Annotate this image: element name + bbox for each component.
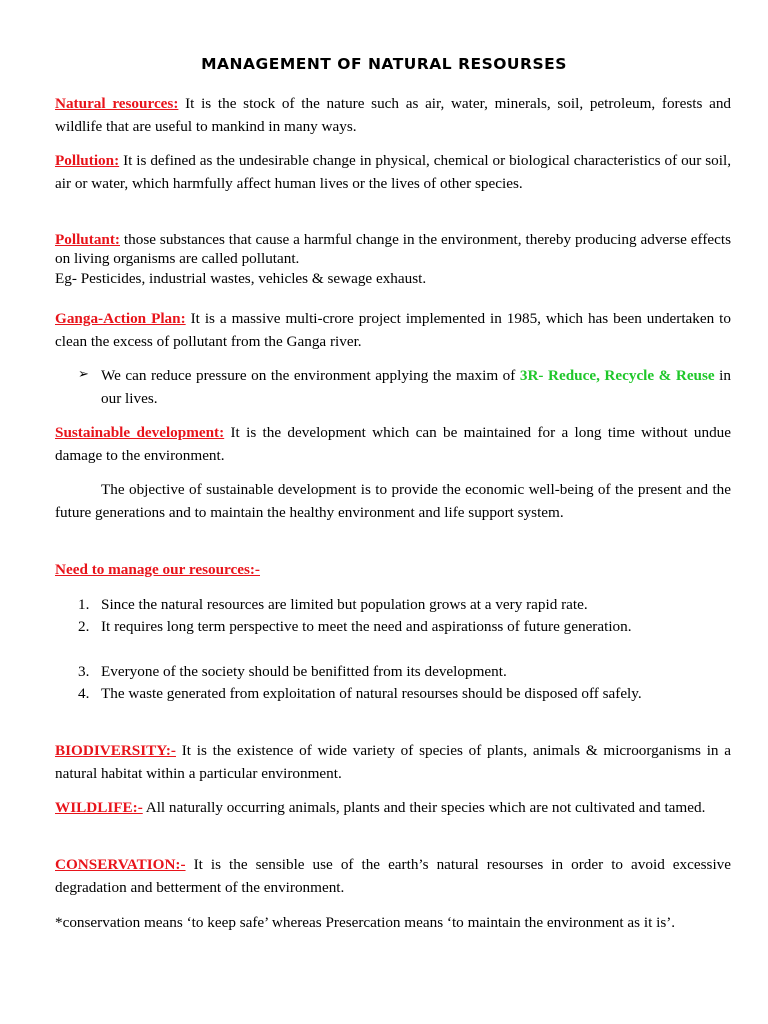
pollutant-term: Pollutant: [55,231,120,248]
ganga-paragraph [55,308,731,353]
list-item-number: 2. [78,618,90,635]
page-title: MANAGEMENT OF NATURAL RESOURSES [201,55,567,73]
conservation-term: CONSERVATION:- [55,856,186,873]
natural-resources-text: It is the stock of the nature such as air, water, minerals, soil, petroleum, forests and wildlife that are useful to mankind in many ways. [55,95,732,135]
list-item: The waste generated from exploitation of natural resourses should be disposed off safely. [101,685,642,702]
pollutant-example: Eg- Pesticides, industrial wastes, vehicles & sewage exhaust. [55,270,427,287]
biodiversity-text: It is the existence of wide variety of species of plants, animals & microorganisms in a natural habitat within a particular environment. [55,742,731,782]
need-paragraph [55,559,731,582]
sustainable-paragraph [55,422,731,467]
sustainable-term: Sustainable development: [55,424,225,441]
ganga-text: It is a massive multi-crore project implemented in 1985, which has been undertaken to clean the excess of pollutant from the Ganga river. [55,310,731,350]
biodiversity-term: BIODIVERSITY:- [55,742,176,759]
wildlife-term: WILDLIFE:- [55,799,143,816]
bullet-post: in our lives. [101,367,731,407]
list-item: Since the natural resources are limited but population grows at a very rapid rate. [101,596,588,613]
list-item-number: 4. [78,685,90,702]
pollutant-paragraph [55,230,731,289]
conservation-paragraph [55,854,731,899]
natural-resources-paragraph [55,93,731,138]
three-r-highlight: 3R- Reduce, Recycle & Reuse [519,367,715,384]
wildlife-text: All naturally occurring animals, plants and their species which are not cultivated and tamed. [142,799,706,816]
ganga-term: Ganga-Action Plan: [55,310,186,327]
pollution-text: It is defined as the undesirable change in physical, chemical or biological characteristics of our soil, air or water, which harmfully affect human lives or the lives of other species. [55,152,731,192]
natural-resources-term: Natural resources: [55,95,179,112]
list-item-number: 1. [78,596,90,613]
list-item-number: 3. [78,663,90,680]
bullet-paragraph [101,365,731,410]
arrow-bullet-icon: ➢ [78,366,89,381]
list-item: It requires long term perspective to meet the need and aspirationss of future generation. [101,618,632,635]
list-item: Everyone of the society should be benifitted from its development. [101,663,507,680]
wildlife-paragraph [55,797,731,820]
bullet-pre: We can reduce pressure on the environment applying the maxim of [101,367,520,384]
pollution-term: Pollution: [55,152,120,169]
conservation-note: *conservation means ‘to keep safe’ whereas Presercation means ‘to maintain the environment as it is’. [55,914,676,931]
pollution-paragraph [55,150,731,195]
conservation-text: It is the sensible use of the earth’s natural resourses in order to avoid excessive degradation and betterment of the environment. [55,856,731,896]
objective-paragraph: The objective of sustainable development is to provide the economic well-being of the present and the future generations and to maintain the healthy environment and life support system. [55,481,731,521]
sustainable-text: It is the development which can be maintained for a long time without undue damage to the environment. [55,424,731,464]
biodiversity-paragraph [55,740,731,785]
need-heading: Need to manage our resources:- [55,561,260,578]
pollutant-text: those substances that cause a harmful change in the environment, thereby producing adverse effects on living organisms are called pollutant. [55,231,731,267]
